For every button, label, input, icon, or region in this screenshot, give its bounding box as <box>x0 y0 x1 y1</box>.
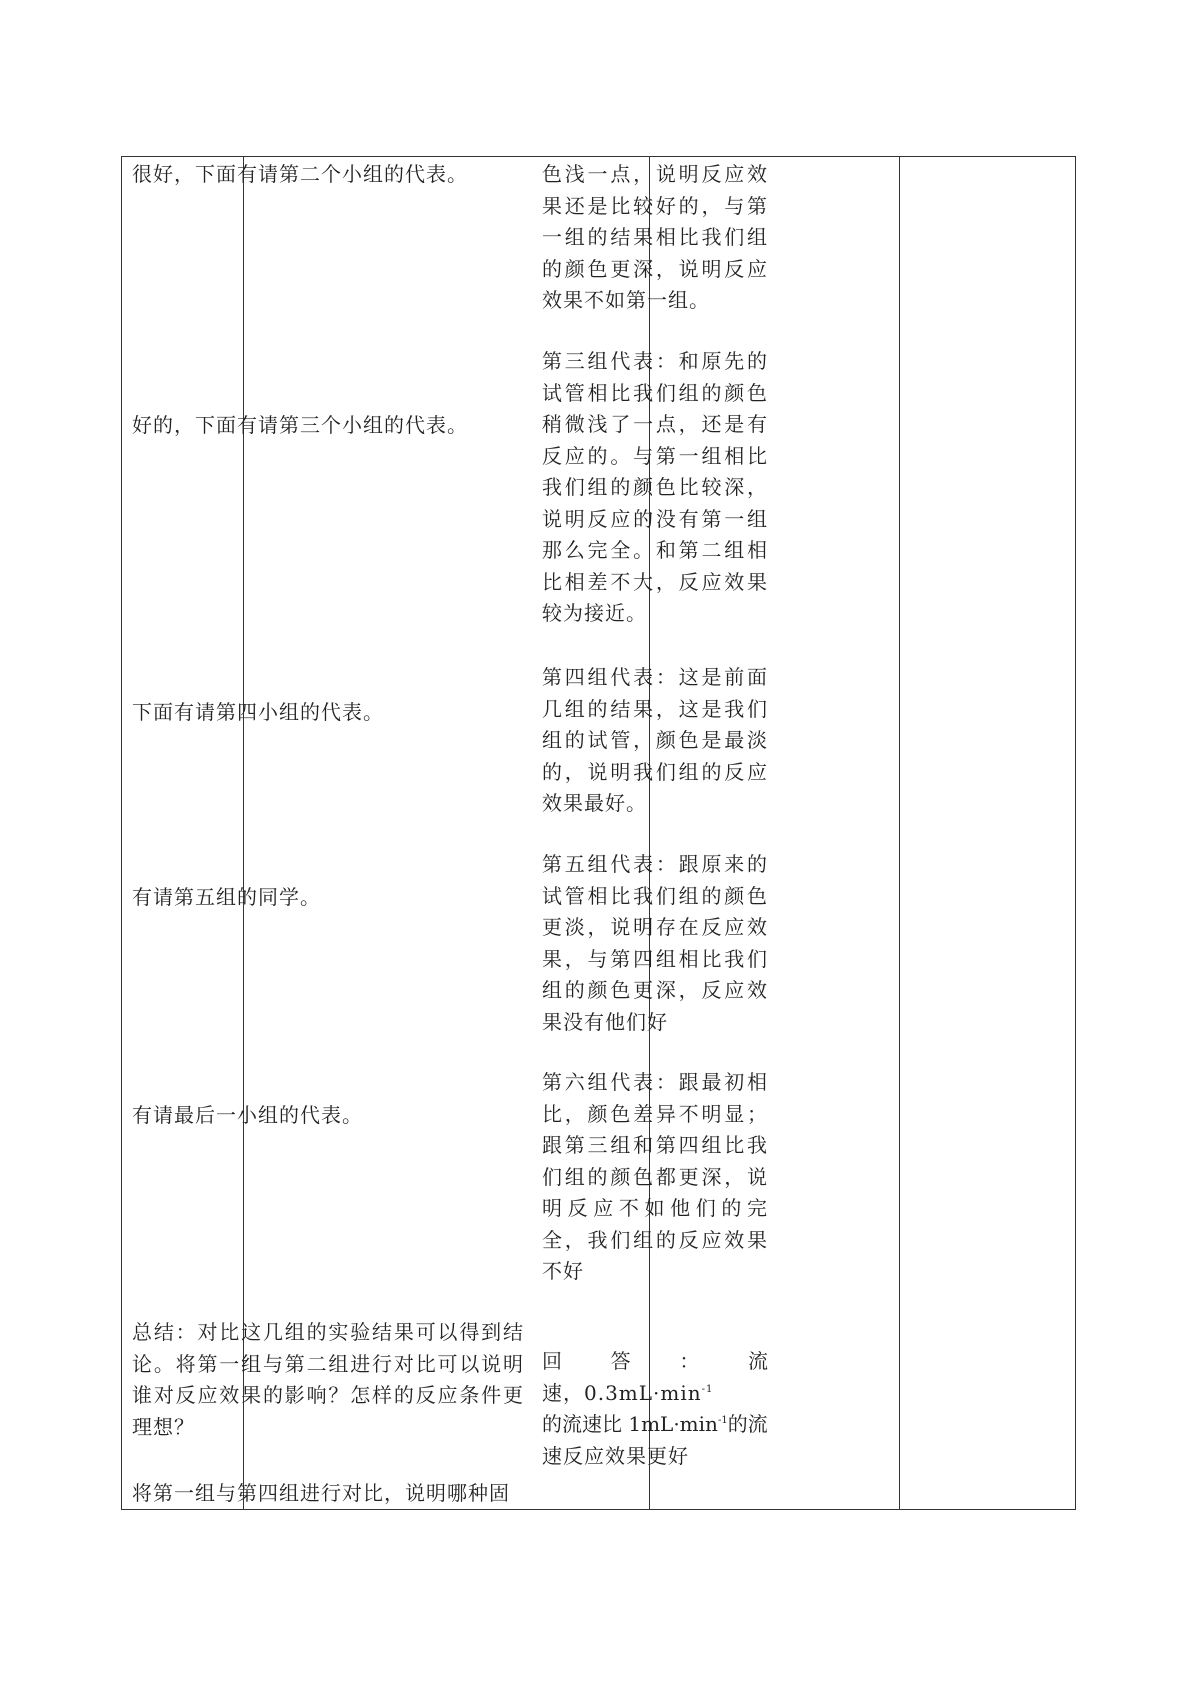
teacher-summary: 总结：对比这几组的实验结果可以得到结论。将第一组与第二组进行对比可以说明谁对反应效果的影响？怎样的反应条件更理想？ <box>132 1320 524 1439</box>
answer-line-4 <box>542 1441 768 1473</box>
teacher-line-3: 下面有请第四小组的代表。 <box>132 700 384 724</box>
answer-line-1 <box>542 1346 768 1378</box>
answer-rate-2: 的流速比 1mL·min <box>542 1412 718 1436</box>
answer-rate-2-tail: 的流 <box>727 1412 768 1436</box>
student-response-6: 第六组代表：跟最初相比，颜色差异不明显；跟第三组和第四组比我们组的颜色都更深，说明反应不如他们的完全，我们组的反应效果不好 <box>542 1070 768 1283</box>
student-response-4: 第四组代表：这是前面几组的结果，这是我们组的试管，颜色是最淡的，说明我们组的反应效果最好。 <box>542 665 768 815</box>
answer-word-4: 流 <box>747 1349 768 1373</box>
answer-word-1: 回 <box>542 1349 562 1373</box>
teacher-line-5: 有请最后一小组的代表。 <box>132 1103 363 1127</box>
answer-sup-2: -1 <box>717 1415 728 1426</box>
teacher-line-2: 好的，下面有请第三个小组的代表。 <box>132 413 468 437</box>
column-divider-1 <box>243 157 244 1509</box>
answer-line-3 <box>542 1409 772 1441</box>
answer-word-2: 答 <box>610 1349 631 1373</box>
student-response-3: 第三组代表：和原先的试管相比我们组的颜色稍微浅了一点，还是有反应的。与第一组相比我们组的颜色比较深，说明反应的没有第一组那么完全。和第二组相比相差不大，反应效果较为接近。 <box>542 349 768 625</box>
student-response-2: 色浅一点，说明反应效果还是比较好的，与第一组的结果相比我们组的颜色更深，说明反应效果不如第一组。 <box>542 162 768 312</box>
answer-rate-1: 速，0.3mL·min <box>542 1381 702 1405</box>
teacher-line-1: 很好，下面有请第二个小组的代表。 <box>132 162 468 186</box>
answer-sup-1: -1 <box>701 1384 714 1395</box>
column-divider-3 <box>899 157 900 1509</box>
answer-conclusion: 速反应效果更好 <box>542 1444 689 1468</box>
answer-word-3: ： <box>679 1349 700 1373</box>
teacher-line-4: 有请第五组的同学。 <box>132 885 321 909</box>
teacher-line-7: 将第一组与第四组进行对比，说明哪种固 <box>132 1481 510 1505</box>
answer-line-2 <box>542 1378 768 1410</box>
student-response-5: 第五组代表：跟原来的试管相比我们组的颜色更淡，说明存在反应效果，与第四组相比我们组的颜色更深，反应效果没有他们好 <box>542 852 768 1034</box>
